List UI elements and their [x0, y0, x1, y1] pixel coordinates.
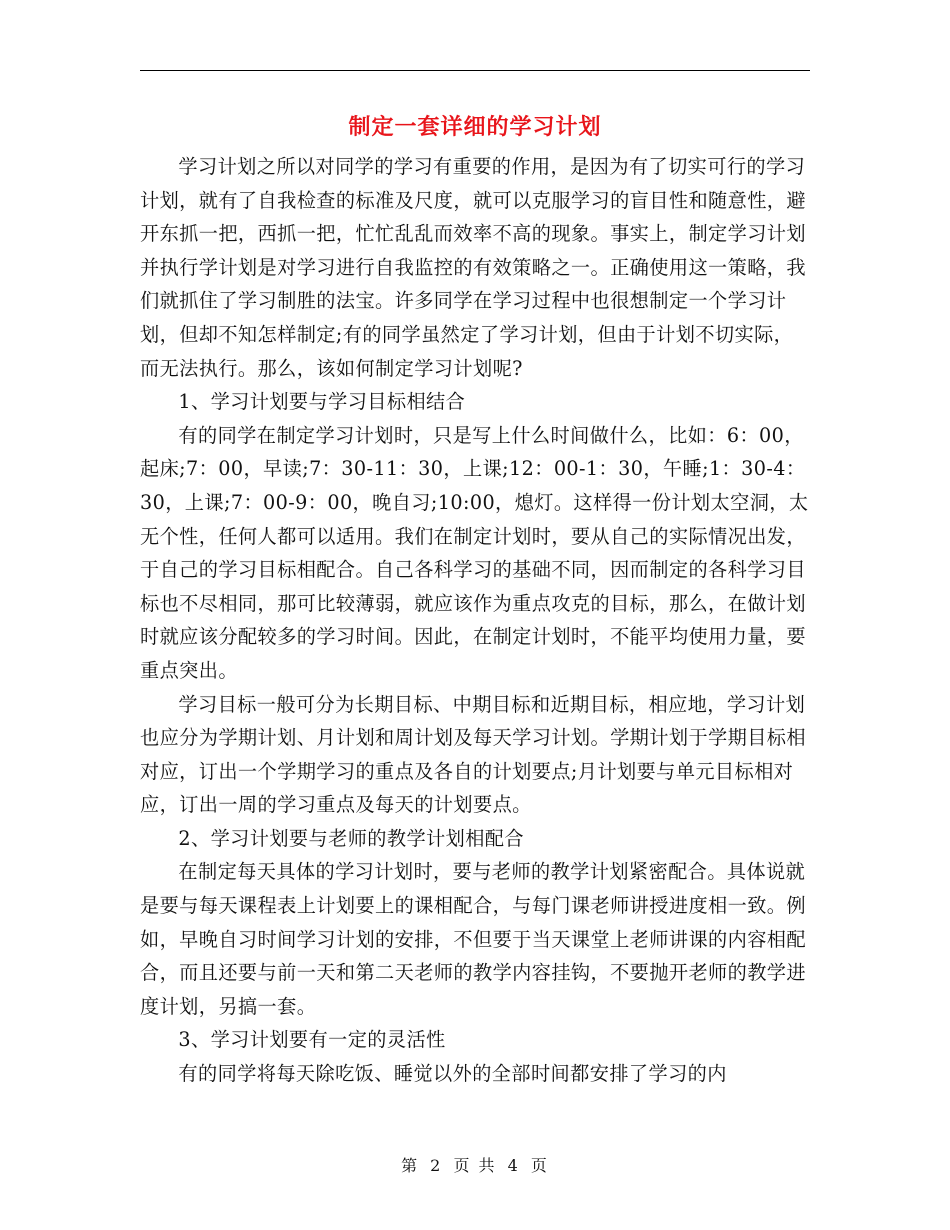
body-paragraph: 在制定每天具体的学习计划时，要与老师的教学计划紧密配合。具体说就是要与每天课程表上计划要上的课相配合，与每门课老师讲授进度相一致。例如，早晚自习时间学习计划的安排，不但要于当天课堂上老师讲课的内容相配合，而且还要与前一天和第二天老师的教学内容挂钩，不要抛开老师的教学进度计划，另搞一套。: [140, 860, 806, 1018]
body-paragraph: 学习目标一般可分为长期目标、中期目标和近期目标，相应地，学习计划也应分为学期计划、月计划和周计划及每天学习计划。学期计划于学期目标相对应，订出一个学期学习的重点及各自的计划要点;月计划要与单元目标相对应，订出一周的学习重点及每天的计划要点。: [140, 692, 806, 817]
footer-suffix: 页: [530, 1156, 549, 1175]
footer-prefix: 第: [401, 1156, 420, 1175]
footer-page-number: 2: [430, 1156, 443, 1175]
body-paragraph: 有的同学将每天除吃饭、睡觉以外的全部时间都安排了学习的内: [178, 1062, 727, 1086]
document-body: [140, 150, 812, 1091]
body-paragraph: 有的同学在制定学习计划时，只是写上什么时间做什么，比如：6：00，起床;7：00，早读;7：30-11：30，上课;12：00-1：30，午睡;1：30-4：30，上课;7：00-9：00，晚自习;10:00，熄灯。这样得一份计划太空洞，太无个性，任何人都可以适用。我们在制定计划时，要从自己的实际情况出发，于自己的学习目标相配合。自己各科学习的基础不同，因而制定的各科学习目标也不尽相同，那可比较薄弱，就应该作为重点攻克的目标，那么，在做计划时就应该分配较多的学习时间。因此，在制定计划时，不能平均使用力量，要重点突出。: [140, 423, 809, 682]
section-heading-3: 3、学习计划要有一定的灵活性: [178, 1028, 446, 1052]
footer-middle: 页 共: [453, 1156, 497, 1175]
footer-total-pages: 4: [507, 1156, 520, 1175]
document-title: 制定一套详细的学习计划: [348, 114, 602, 140]
page-footer: [0, 1153, 950, 1176]
intro-paragraph: 学习计划之所以对同学的学习有重要的作用，是因为有了切实可行的学习计划，就有了自我检查的标准及尺度，就可以克服学习的盲目性和随意性，避开东抓一把，西抓一把，忙忙乱乱而效率不高的现象。事实上，制定学习计划并执行学计划是对学习进行自我监控的有效策略之一。正确使用这一策略，我们就抓住了学习制胜的法宝。许多同学在学习过程中也很想制定一个学习计划，但却不知怎样制定;有的同学虽然定了学习计划，但由于计划不切实际，而无法执行。那么，该如何制定学习计划呢?: [140, 155, 806, 380]
section-heading-1: 1、学习计划要与学习目标相结合: [178, 390, 466, 414]
section-heading-2: 2、学习计划要与老师的教学计划相配合: [178, 826, 524, 850]
header-rule: [140, 70, 810, 71]
